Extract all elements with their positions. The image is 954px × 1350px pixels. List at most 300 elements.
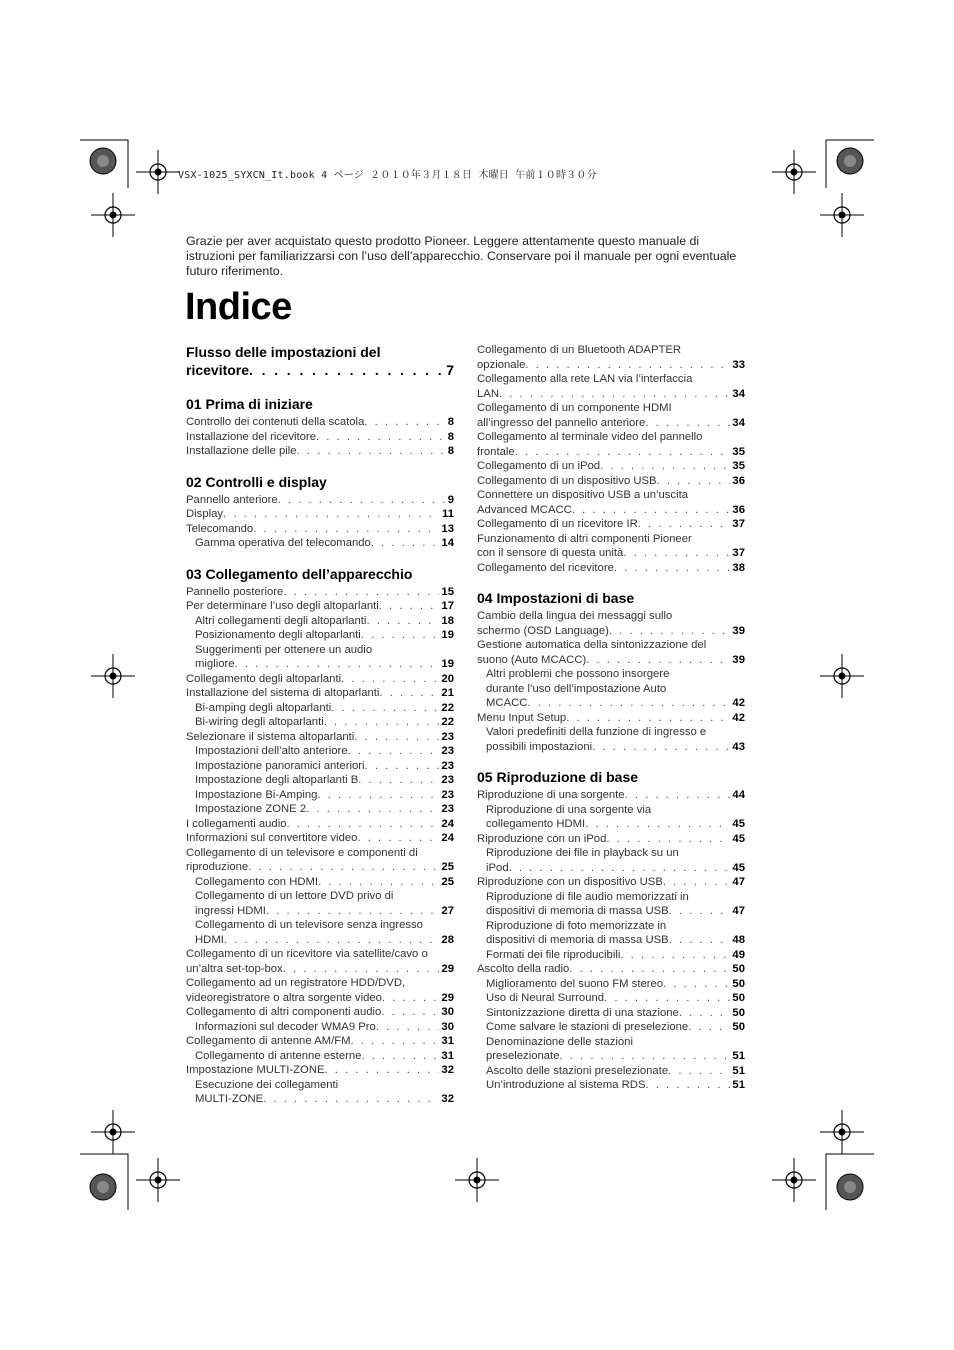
page-number: 8 <box>447 416 454 428</box>
page-number: 42 <box>732 697 745 709</box>
toc-entry-line: Esecuzione dei collegamenti <box>195 1078 339 1091</box>
dot-leader <box>569 962 730 977</box>
toc-entry-row <box>186 599 454 614</box>
page-number: 29 <box>441 962 454 975</box>
toc-entry[interactable] <box>186 730 454 745</box>
page-number: 31 <box>441 1035 454 1047</box>
page-number: 38 <box>732 561 745 574</box>
toc-entry[interactable] <box>477 459 745 474</box>
toc-entry[interactable] <box>477 977 745 992</box>
page-number: 51 <box>732 1064 745 1077</box>
dot-leader <box>606 832 730 847</box>
toc-entry-text: Posizionamento degli altoparlanti <box>195 629 361 641</box>
dot-leader <box>566 711 730 726</box>
dot-leader <box>679 1006 731 1021</box>
dot-leader <box>669 933 731 948</box>
toc-section-entries <box>186 493 454 551</box>
dot-leader <box>499 387 730 402</box>
toc-entry-row <box>186 1005 454 1020</box>
toc-entry-line: Riproduzione di file audio memorizzati in <box>486 890 689 903</box>
toc-entry-text: Formati dei file riproducibili <box>486 948 621 961</box>
toc-entry[interactable] <box>186 715 454 730</box>
toc-entry-text: Advanced MCACC <box>477 503 572 516</box>
toc-entry-text: Collegamento di antenne esterne <box>195 1049 362 1062</box>
page-number: 39 <box>732 653 745 666</box>
toc-entry-row <box>477 788 745 803</box>
toc-entry-text: dispositivi di memoria di massa USB <box>486 934 669 946</box>
toc-entry-line: Collegamento ad un registratore HDD/DVD, <box>186 977 406 989</box>
page-number: 50 <box>732 1006 745 1019</box>
toc-entry[interactable] <box>186 831 454 846</box>
page-number: 8 <box>447 430 454 443</box>
page-number: 19 <box>441 629 454 641</box>
registration-star-icon <box>837 148 863 174</box>
toc-entry-line: Riproduzione di una sorgente via <box>486 803 652 816</box>
dot-leader <box>364 415 445 430</box>
toc-entry-text: schermo (OSD Language) <box>477 624 609 637</box>
toc-entry[interactable] <box>186 802 454 817</box>
toc-entry-row <box>486 1049 745 1064</box>
section-heading: 05 Riproduzione di base <box>477 769 639 785</box>
page-number: 23 <box>441 759 454 772</box>
page-number: 42 <box>732 711 745 724</box>
page-number: 45 <box>732 818 745 830</box>
toc-entry[interactable] <box>477 803 745 832</box>
dot-leader <box>379 599 440 614</box>
toc-left-column <box>186 343 454 1121</box>
toc-entry[interactable] <box>477 532 745 561</box>
toc-entry[interactable] <box>477 832 745 847</box>
dot-leader <box>585 817 730 832</box>
toc-entry-line: Valori predefiniti della funzione di ingresso e <box>486 726 707 738</box>
toc-entry[interactable] <box>186 875 454 890</box>
dot-leader <box>379 686 439 701</box>
toc-entry-line: Riproduzione di foto memorizzate in <box>486 919 667 932</box>
toc-entry-text: Gamma operativa del telecomando <box>195 537 371 549</box>
toc-entry-text: Controllo dei contenuti della scatola <box>186 416 365 428</box>
page-number: 51 <box>732 1079 745 1091</box>
toc-entry-row <box>477 459 745 474</box>
toc-entry[interactable] <box>477 890 745 919</box>
toc-entry-text: Collegamento di altri componenti audio <box>186 1006 382 1018</box>
toc-entry-row <box>477 416 745 431</box>
toc-entry-row <box>186 1034 454 1049</box>
toc-entry-row <box>195 628 454 643</box>
dot-leader <box>249 361 444 379</box>
toc-entry-row <box>186 730 454 745</box>
toc-entry-row <box>195 657 454 672</box>
page-number: 30 <box>441 1006 454 1018</box>
dot-leader <box>381 1005 439 1020</box>
page-number: 11 <box>442 508 454 520</box>
toc-entry-row <box>195 1020 454 1035</box>
toc-entry[interactable] <box>186 1034 454 1049</box>
toc-entry-text: MCACC <box>486 697 528 709</box>
toc-entry-row <box>195 701 454 716</box>
toc-entry[interactable] <box>186 493 454 508</box>
toc-entry-row <box>186 831 454 846</box>
dot-leader <box>223 507 440 522</box>
page-number: 18 <box>441 614 454 627</box>
toc-entry-line: Denominazione delle stazioni <box>486 1035 633 1048</box>
page-number: 7 <box>446 362 454 378</box>
dot-leader <box>645 416 730 431</box>
toc-entry[interactable] <box>477 1078 745 1093</box>
toc-entry-text: Informazioni sul convertitore video <box>186 832 358 844</box>
toc-entry[interactable] <box>477 609 745 638</box>
toc-entry[interactable] <box>477 788 745 803</box>
registration-star-icon <box>837 1174 863 1200</box>
toc-entry[interactable] <box>477 919 745 948</box>
toc-entry-row <box>186 686 454 701</box>
toc-entry-text: Telecomando <box>186 522 254 535</box>
page-number: 23 <box>441 788 454 801</box>
section-heading: 02 Controlli e display <box>186 473 327 490</box>
dot-leader <box>325 1063 440 1078</box>
dot-leader <box>351 1034 440 1049</box>
dot-leader <box>253 522 439 537</box>
toc-entry[interactable] <box>186 817 454 832</box>
toc-entry-line: Collegamento di un lettore DVD privo di <box>195 890 394 902</box>
toc-entry[interactable] <box>186 522 454 537</box>
section-heading: 03 Collegamento dell’apparecchio <box>186 565 413 582</box>
toc-entry-row <box>477 517 745 532</box>
toc-entry-row <box>186 415 454 430</box>
section-heading-text: ricevitore <box>186 362 250 378</box>
toc-entry-row <box>186 672 454 687</box>
toc-entry-line: Collegamento di un ricevitore via satellite/cavo o <box>186 948 428 960</box>
toc-entry[interactable] <box>186 889 454 918</box>
page-number: 33 <box>732 358 745 371</box>
section-heading: 01 Prima di iniziare <box>186 396 313 412</box>
toc-entry-text: dispositivi di memoria di massa USB <box>486 905 669 917</box>
toc-entry[interactable] <box>477 488 745 517</box>
toc-entry[interactable] <box>186 585 454 600</box>
toc-entry-row <box>195 715 454 730</box>
dot-leader <box>688 1020 730 1035</box>
toc-entry-text: Installazione del sistema di altoparlanti <box>186 687 380 699</box>
toc-entry-row <box>477 624 745 639</box>
toc-entry-row <box>477 445 745 460</box>
toc-entry[interactable] <box>477 561 745 576</box>
dot-leader <box>376 1020 440 1035</box>
toc-entry[interactable] <box>186 1078 454 1107</box>
toc-entry[interactable] <box>477 1020 745 1035</box>
page-number: 47 <box>732 876 745 888</box>
toc-entry-text: iPod <box>486 861 509 874</box>
toc-entry[interactable] <box>186 643 454 672</box>
toc-entry-text: Collegamento degli altoparlanti <box>186 672 342 685</box>
toc-entry-line: Gestione automatica della sintonizzazione del <box>477 639 707 651</box>
page-number: 37 <box>732 547 745 559</box>
toc-entry[interactable] <box>477 1006 745 1021</box>
toc-entry-text: suono (Auto MCACC) <box>477 653 587 666</box>
toc-entry-line: Collegamento di un Bluetooth ADAPTER <box>477 344 682 356</box>
toc-entry-row <box>477 546 745 561</box>
dot-leader <box>657 474 731 489</box>
dot-leader <box>224 933 440 948</box>
toc-entry-text: HDMI <box>195 933 224 946</box>
toc-entry-row <box>186 1063 454 1078</box>
toc-entry-line: Collegamento di un televisore senza ingresso <box>195 919 423 931</box>
toc-entry-text: Un’introduzione al sistema RDS <box>486 1079 646 1091</box>
toc-entry-row <box>195 875 454 890</box>
toc-entry-text: Per determinare l’uso degli altoparlanti <box>186 600 379 612</box>
toc-entry[interactable] <box>477 430 745 459</box>
page-number: 21 <box>441 687 454 699</box>
toc-entry-row <box>186 817 454 832</box>
toc-entry-text: Pannello anteriore <box>186 493 278 506</box>
toc-entry-line: Cambio della lingua dei messaggi sullo <box>477 610 673 622</box>
dot-leader <box>266 904 439 919</box>
toc-entry[interactable] <box>186 788 454 803</box>
toc-entry[interactable] <box>186 744 454 759</box>
toc-entry[interactable] <box>186 614 454 629</box>
dot-leader <box>331 701 439 716</box>
toc-entry-text: MULTI-ZONE <box>195 1093 264 1105</box>
toc-entry[interactable] <box>186 773 454 788</box>
dot-leader <box>645 1078 730 1093</box>
toc-entry-row <box>477 503 745 518</box>
toc-entry-row <box>477 358 745 373</box>
toc-entry[interactable] <box>477 948 745 963</box>
toc-entry-row <box>186 991 454 1006</box>
toc-entry[interactable] <box>186 918 454 947</box>
dot-leader <box>358 773 439 788</box>
page-number: 23 <box>441 803 454 815</box>
dot-leader <box>341 672 439 687</box>
toc-entry[interactable] <box>477 343 745 372</box>
toc-entry-row <box>186 430 454 445</box>
toc-entry-text: Collegamento di un dispositivo USB <box>477 474 657 487</box>
toc-entry-line: Collegamento al terminale video del pannello <box>477 431 703 443</box>
toc-entry-row <box>486 1006 745 1021</box>
toc-entry-text: Impostazione MULTI-ZONE <box>186 1064 325 1076</box>
toc-entry-text: Altri collegamenti degli altoparlanti <box>195 614 367 627</box>
dot-leader <box>559 1049 730 1064</box>
dot-leader <box>317 788 439 803</box>
dot-leader <box>600 459 730 474</box>
dot-leader <box>306 802 439 817</box>
toc-entry-row <box>186 493 454 508</box>
toc-entry-text: un’altra set-top-box <box>186 962 283 975</box>
toc-entry[interactable] <box>186 759 454 774</box>
toc-entry-row <box>486 948 745 963</box>
toc-entry-row <box>486 1064 745 1079</box>
dot-leader <box>604 991 730 1006</box>
toc-entry[interactable] <box>186 444 454 459</box>
toc-entry-row <box>195 788 454 803</box>
toc-entry-row <box>195 759 454 774</box>
toc-entry[interactable] <box>186 430 454 445</box>
toc-entry-row <box>195 1049 454 1064</box>
dot-leader <box>614 561 731 576</box>
toc-entry[interactable] <box>477 725 745 754</box>
page-number: 37 <box>732 518 745 530</box>
page-number: 24 <box>441 832 454 844</box>
page-number: 48 <box>732 934 745 946</box>
dot-leader <box>324 715 440 730</box>
print-header: VSX-1025_SYXCN_It.book 4 ページ ２０１０年３月１８日 木曜日 午前１０時３０分 <box>178 170 597 181</box>
toc-entry-text: Impostazione Bi-Amping <box>195 788 318 801</box>
dot-leader <box>592 740 730 755</box>
toc-section-entries <box>477 788 745 1093</box>
toc-entry-text: Collegamento di antenne AM/FM <box>186 1035 351 1047</box>
toc-entry-text: collegamento HDMI <box>486 818 586 830</box>
section-heading-row <box>186 361 454 379</box>
toc-entry-row <box>195 744 454 759</box>
toc-entry-row <box>195 614 454 629</box>
toc-entry-row <box>486 933 745 948</box>
dot-leader <box>357 831 439 846</box>
toc-entry[interactable] <box>477 846 745 875</box>
toc-entry[interactable] <box>186 672 454 687</box>
page-number: 22 <box>441 701 454 714</box>
page-number: 14 <box>441 537 454 549</box>
toc-entry-row <box>486 977 745 992</box>
toc-entry[interactable] <box>186 976 454 1005</box>
dot-leader <box>361 1049 439 1064</box>
page-number: 35 <box>732 460 745 472</box>
dot-leader <box>354 730 439 745</box>
toc-entry-row <box>477 875 745 890</box>
page-number: 20 <box>441 672 454 685</box>
page-number: 43 <box>732 740 745 753</box>
toc-entry[interactable] <box>186 1063 454 1078</box>
toc-entry-text: Bi-amping degli altoparlanti <box>195 701 332 714</box>
section-heading-line: Flusso delle impostazioni del <box>186 344 381 360</box>
toc-entry-line: Connettere un dispositivo USB a un’uscita <box>477 489 688 501</box>
toc-section-entries <box>186 415 454 459</box>
section-heading <box>186 343 454 379</box>
toc-entry-text: migliore <box>195 658 235 670</box>
toc-entry-line: Collegamento di un televisore e componenti di <box>186 846 418 859</box>
toc-entry-text: Impostazioni dell’alto anteriore <box>195 745 348 757</box>
page-number: 50 <box>732 977 745 990</box>
dot-leader <box>286 817 439 832</box>
page-number: 9 <box>447 493 454 506</box>
page-number: 30 <box>441 1020 454 1033</box>
toc-entry[interactable] <box>477 372 745 401</box>
page-number: 22 <box>441 716 454 728</box>
toc-entry-row <box>477 711 745 726</box>
dot-leader <box>283 962 440 977</box>
dot-leader <box>625 788 731 803</box>
toc-entry[interactable] <box>186 947 454 976</box>
toc-entry[interactable] <box>477 962 745 977</box>
page-number: 8 <box>447 445 454 457</box>
toc-entry[interactable] <box>477 1064 745 1079</box>
toc-entry-text: Pannello posteriore <box>186 585 284 598</box>
toc-entry-row <box>186 860 454 875</box>
dot-leader <box>527 696 730 711</box>
toc-entry-row <box>195 904 454 919</box>
toc-entry-line: Funzionamento di altri componenti Pioneer <box>477 532 692 545</box>
toc-entry[interactable] <box>186 846 454 875</box>
dot-leader <box>318 875 439 890</box>
toc-entry-text: I collegamenti audio <box>186 817 287 830</box>
page-number: 36 <box>732 474 745 487</box>
toc-entry[interactable] <box>186 415 454 430</box>
toc-entry[interactable] <box>186 1020 454 1035</box>
page-number: 50 <box>732 992 745 1004</box>
dot-leader <box>663 875 731 890</box>
page-number: 19 <box>441 658 454 670</box>
toc-entry-row <box>186 522 454 537</box>
toc-entry[interactable] <box>186 686 454 701</box>
toc-entry-text: Collegamento di un iPod <box>477 460 601 472</box>
toc-entry-text: Installazione delle pile <box>186 445 297 457</box>
page-number: 49 <box>732 948 745 961</box>
toc-entry-line: Riproduzione dei file in playback su un <box>486 847 679 859</box>
toc-entry[interactable] <box>477 474 745 489</box>
page-number: 31 <box>441 1049 454 1062</box>
toc-entry[interactable] <box>186 599 454 614</box>
page-number: 47 <box>732 905 745 917</box>
toc-entry-line: durante l’uso dell’impostazione Auto <box>486 682 667 695</box>
toc-entry-row <box>486 817 745 832</box>
toc-entry[interactable] <box>477 711 745 726</box>
toc-entry-text: Selezionare il sistema altoparlanti <box>186 730 355 743</box>
toc-entry[interactable] <box>477 991 745 1006</box>
page-number: 24 <box>441 817 454 830</box>
toc-entry[interactable] <box>186 507 454 522</box>
toc-entry-text: Ascolto della radio <box>477 963 570 975</box>
toc-entry-text: ingressi HDMI <box>195 904 266 917</box>
toc-entry-text: Uso di Neural Surround <box>486 992 605 1004</box>
toc-entry[interactable] <box>186 536 454 551</box>
toc-entry-row <box>477 653 745 668</box>
toc-entry-text: Riproduzione con un iPod <box>477 832 607 845</box>
toc-entry-text: Impostazione degli altoparlanti B <box>195 774 359 786</box>
toc-section-entries <box>186 585 454 1107</box>
toc-entry-text: Collegamento di un ricevitore IR <box>477 518 638 530</box>
dot-leader <box>620 948 730 963</box>
page-number: 39 <box>732 624 745 637</box>
toc-entry-row <box>195 1092 454 1107</box>
toc-entry-text: Collegamento con HDMI <box>195 875 319 888</box>
toc-entry[interactable] <box>186 1049 454 1064</box>
toc-entry-row <box>477 474 745 489</box>
dot-leader <box>623 546 730 561</box>
dot-leader <box>348 744 440 759</box>
toc-entry[interactable] <box>477 638 745 667</box>
toc-entry-text: Installazione del ricevitore <box>186 430 316 443</box>
dot-leader <box>515 445 731 460</box>
toc-entry-row <box>477 387 745 402</box>
toc-entry-text: Display <box>186 508 224 520</box>
toc-entry[interactable] <box>477 401 745 430</box>
dot-leader <box>278 493 446 508</box>
toc-entry[interactable] <box>186 628 454 643</box>
toc-entry[interactable] <box>477 667 745 711</box>
toc-entry[interactable] <box>186 701 454 716</box>
toc-entry[interactable] <box>477 1035 745 1064</box>
toc-entry[interactable] <box>477 517 745 532</box>
toc-entry-row <box>486 740 745 755</box>
dot-leader <box>669 904 731 919</box>
toc-entry-row <box>477 962 745 977</box>
page-number: 45 <box>732 861 745 874</box>
dot-leader <box>366 614 439 629</box>
page-number: 32 <box>441 1093 454 1105</box>
toc-entry-text: possibili impostazioni <box>486 740 593 753</box>
toc-entry-row <box>486 696 745 711</box>
toc-entry-text: opzionale <box>477 358 526 371</box>
toc-entry[interactable] <box>477 875 745 890</box>
toc-entry[interactable] <box>186 1005 454 1020</box>
dot-leader <box>371 536 440 551</box>
